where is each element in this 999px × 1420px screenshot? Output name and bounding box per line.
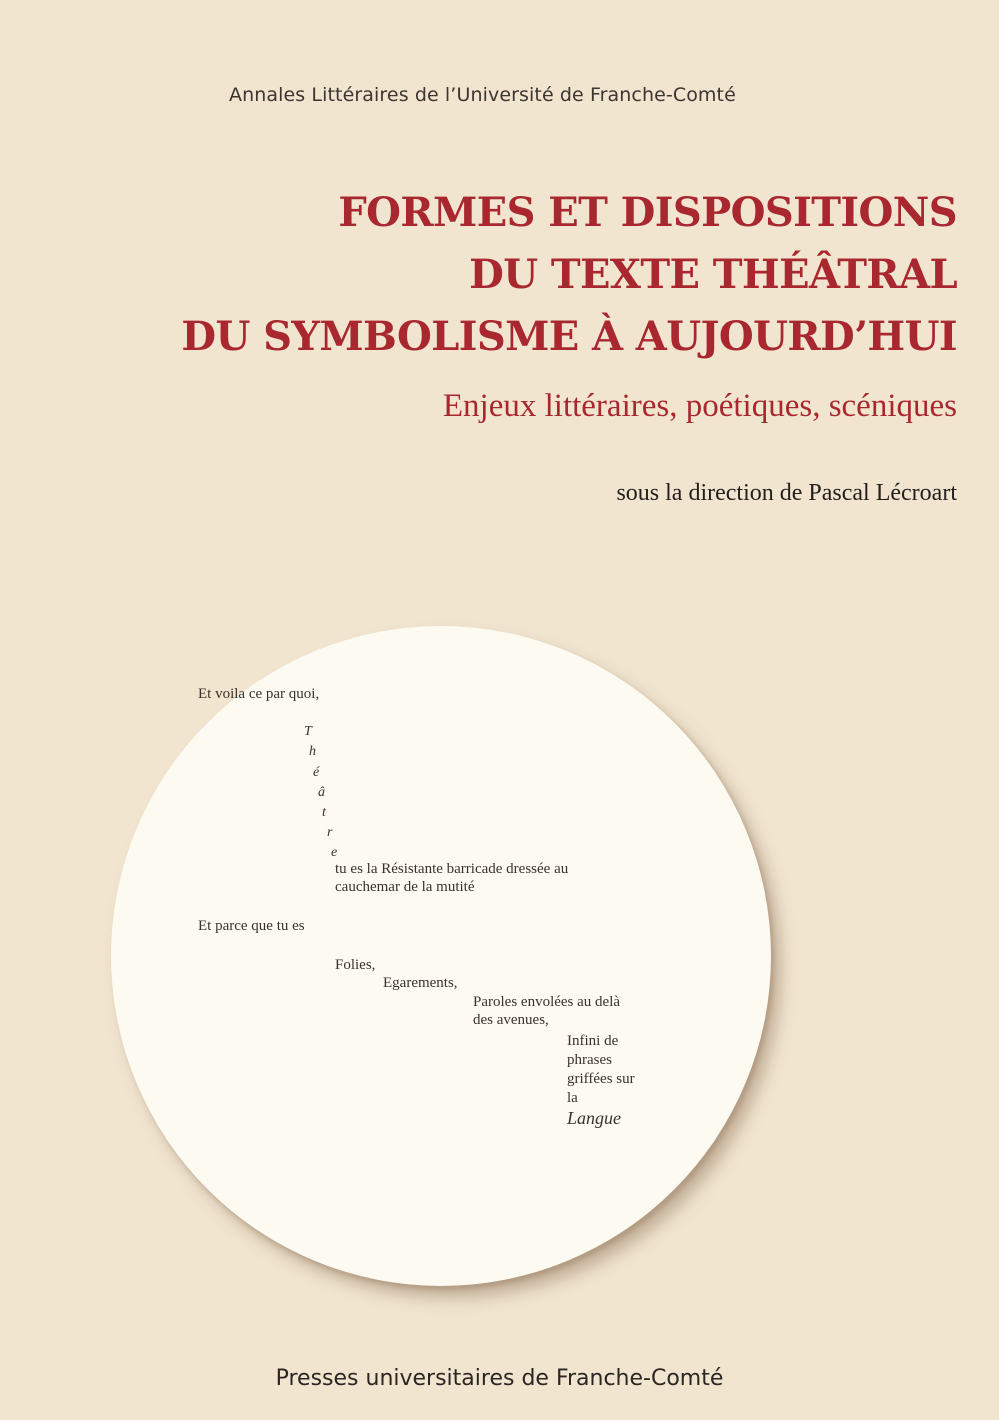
poem-line-cauchemar: cauchemar de la mutité: [335, 879, 475, 895]
poem-line-infini: Infini de: [567, 1033, 619, 1049]
vertical-letter-r: r: [327, 825, 333, 840]
poem-line-langue: Langue: [567, 1108, 621, 1128]
poem-line-phrases: phrases: [567, 1052, 612, 1068]
poem-line-folies: Folies,: [335, 957, 376, 973]
title-line-2: DU TEXTE THÉÂTRAL: [469, 251, 957, 298]
vertical-letter-e-acute: é: [313, 765, 320, 780]
poem-line-la: la: [567, 1090, 578, 1106]
series-name: Annales Littéraires de l’Université de Franche-Comté: [229, 84, 736, 106]
poem-line-egarements: Egarements,: [383, 975, 458, 991]
book-subtitle: Enjeux littéraires, poétiques, scéniques: [442, 388, 957, 424]
poem-line-avenues: des avenues,: [473, 1012, 549, 1028]
poem-line-resistance: tu es la Résistante barricade dressée au: [335, 861, 569, 877]
title-line-1: FORMES ET DISPOSITIONS: [338, 189, 957, 236]
vertical-letter-a-circumflex: â: [318, 785, 325, 800]
vertical-letter-h: h: [309, 744, 316, 759]
poem-line-parce-que: Et parce que tu es: [198, 918, 305, 934]
publisher-name: Presses universitaires de Franche-Comté: [275, 1366, 724, 1391]
vertical-letter-t: T: [304, 724, 312, 739]
vertical-letter-e: e: [331, 845, 338, 860]
poem-line-intro: Et voila ce par quoi,: [198, 686, 320, 702]
editor-credit: sous la direction de Pascal Lécroart: [616, 480, 957, 506]
vertical-letter-t2: t: [322, 805, 326, 820]
poem-line-paroles: Paroles envolées au delà: [473, 994, 621, 1010]
title-line-3: DU SYMBOLISME À AUJOURD’HUI: [181, 313, 957, 360]
poem-line-griffees: griffées sur: [567, 1071, 635, 1087]
